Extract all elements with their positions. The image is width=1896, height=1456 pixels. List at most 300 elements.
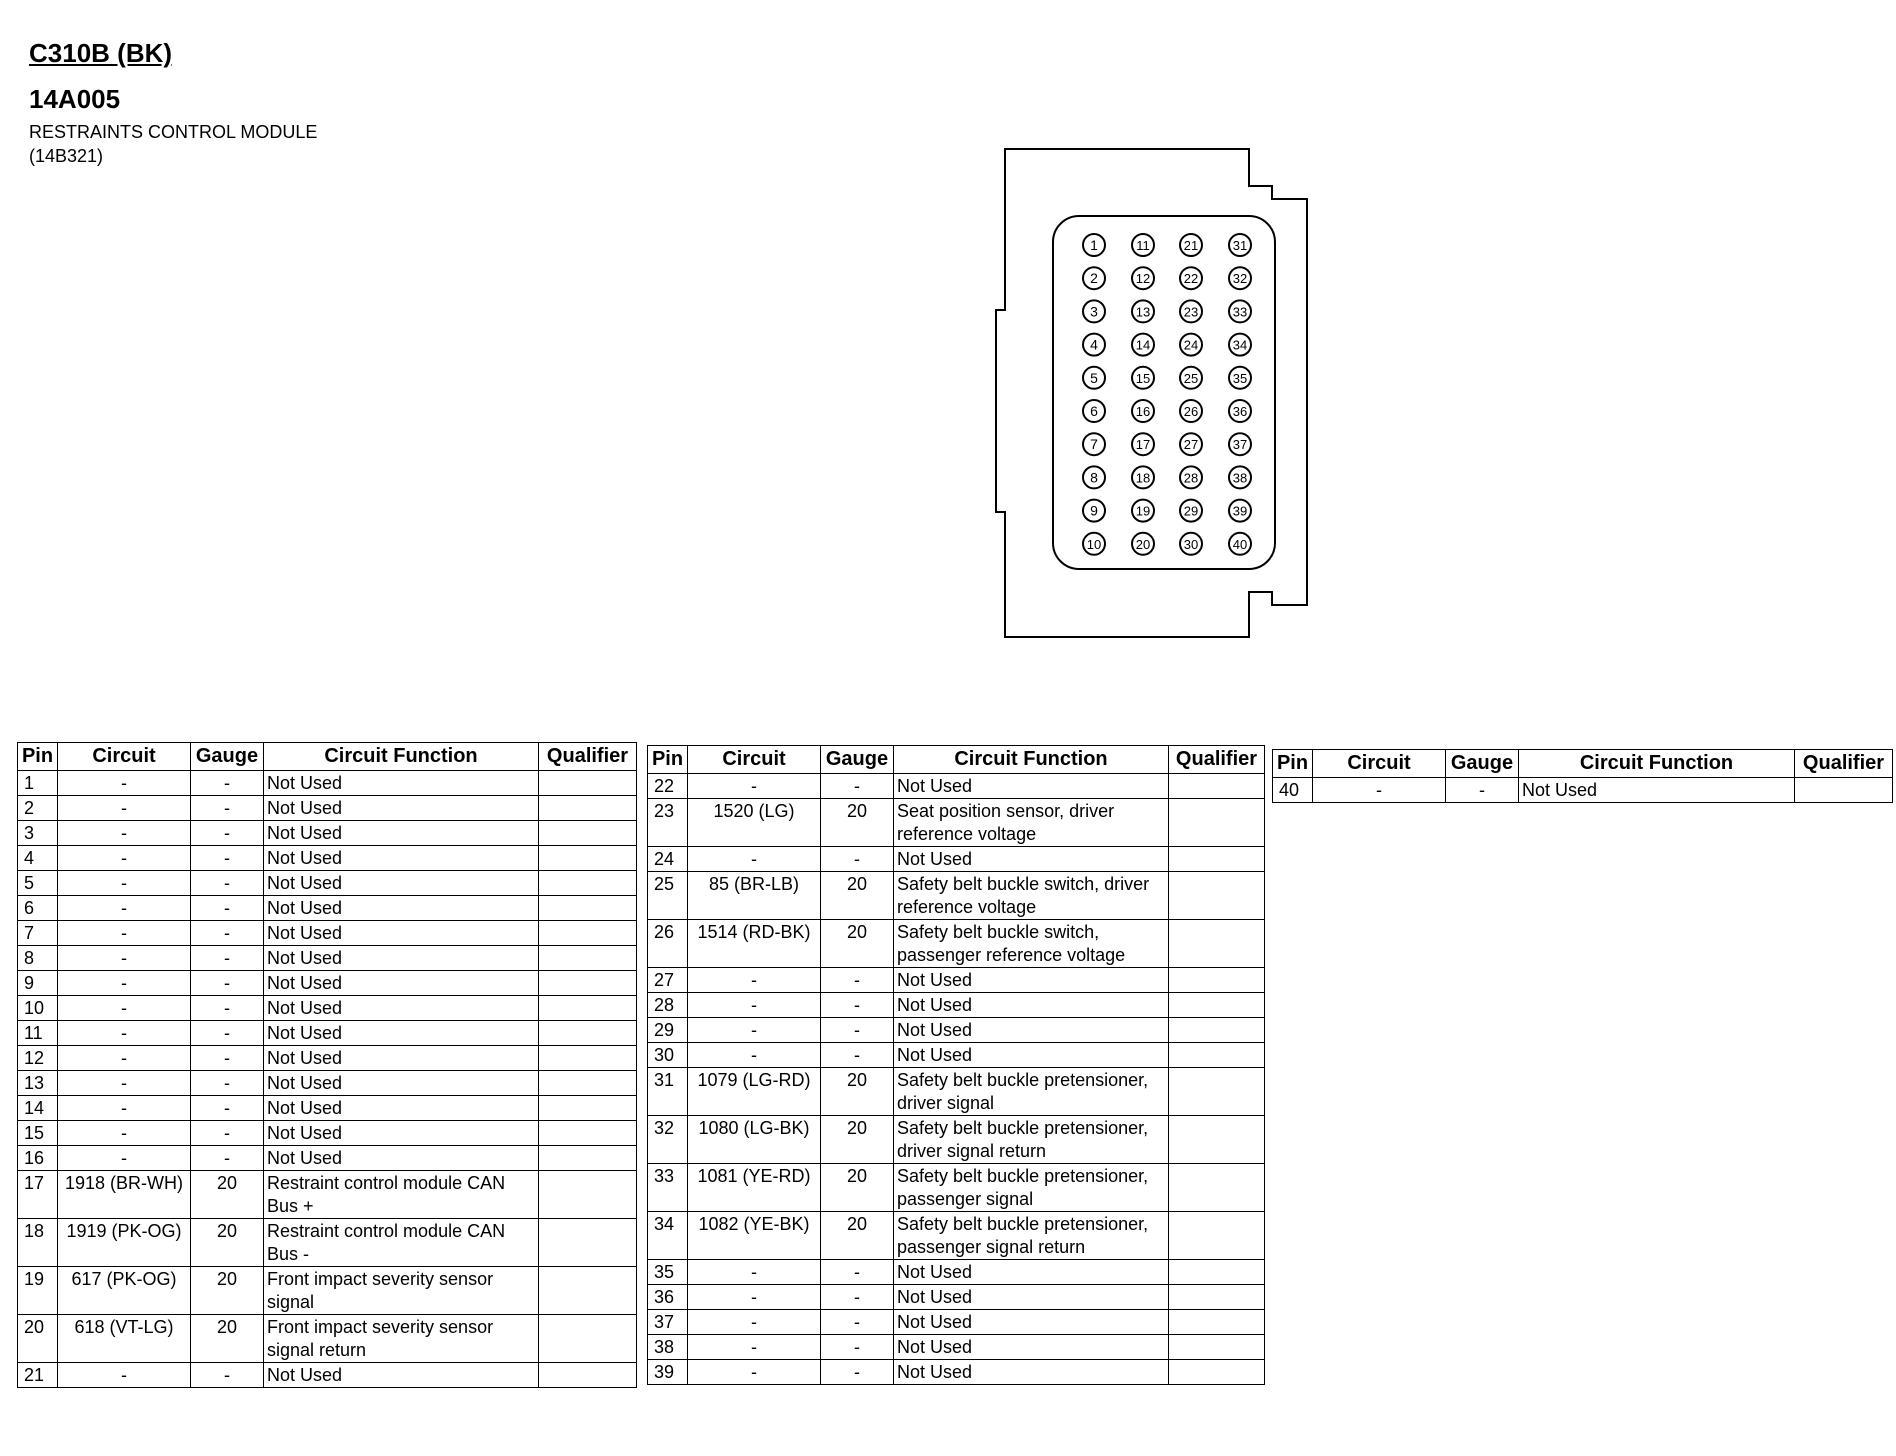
connector-pin-number: 17 — [1135, 437, 1151, 453]
table-header-row — [648, 746, 1265, 774]
connector-title: C310B (BK) — [29, 38, 173, 68]
gauge-cell: - — [821, 1285, 894, 1310]
circuit-cell: - — [1313, 778, 1446, 803]
gauge-cell: - — [821, 847, 894, 872]
circuit-cell: - — [58, 971, 191, 996]
table-row — [648, 968, 1265, 993]
table-row — [18, 821, 637, 846]
circuit-function-cell: Not Used — [264, 896, 539, 921]
qualifier-cell — [539, 996, 637, 1021]
circuit-cell: - — [58, 1021, 191, 1046]
circuit-function-cell: Not Used — [894, 993, 1169, 1018]
qualifier-cell — [1169, 847, 1265, 872]
pin-cell: 9 — [18, 971, 58, 996]
circuit-cell: 1082 (YE-BK) — [688, 1212, 821, 1260]
gauge-cell: 20 — [821, 872, 894, 920]
table-row — [648, 1285, 1265, 1310]
qualifier-cell — [539, 946, 637, 971]
connector-pin-number: 6 — [1090, 403, 1098, 419]
connector-pin-number: 27 — [1183, 437, 1199, 453]
circuit-cell: 617 (PK-OG) — [58, 1267, 191, 1315]
circuit-cell: 1080 (LG-BK) — [688, 1116, 821, 1164]
table-row — [648, 1164, 1265, 1212]
connector-pin-number: 8 — [1090, 469, 1098, 486]
table-row — [18, 921, 637, 946]
connector-pin — [1229, 234, 1251, 256]
pin-cell: 35 — [648, 1260, 688, 1285]
circuit-function-cell: Not Used — [264, 871, 539, 896]
gauge-cell: - — [821, 993, 894, 1018]
pin-cell: 23 — [648, 799, 688, 847]
connector-pin-number: 37 — [1232, 437, 1248, 453]
module-sub-part: (14B321) — [29, 146, 104, 166]
circuit-cell: - — [688, 1043, 821, 1068]
connector-pin — [1132, 433, 1154, 455]
circuit-cell: - — [58, 996, 191, 1021]
circuit-cell: - — [688, 1285, 821, 1310]
connector-pin-number: 36 — [1232, 404, 1248, 419]
gauge-cell: 20 — [821, 1068, 894, 1116]
qualifier-cell — [1169, 799, 1265, 847]
connector-housing — [996, 149, 1307, 637]
circuit-function-cell: Safety belt buckle pretensioner, passenger signal return — [894, 1212, 1169, 1260]
connector-pin-number: 2 — [1090, 270, 1098, 287]
module-name: RESTRAINTS CONTROL MODULE — [29, 122, 318, 142]
circuit-cell: - — [58, 946, 191, 971]
connector-pin — [1229, 466, 1251, 488]
circuit-cell: - — [688, 1360, 821, 1385]
gauge-cell: - — [1446, 778, 1519, 803]
circuit-function-cell: Not Used — [894, 774, 1169, 799]
connector-pin — [1180, 500, 1202, 522]
qualifier-cell — [539, 1219, 637, 1267]
pin-cell: 3 — [18, 821, 58, 846]
circuit-cell: - — [688, 1018, 821, 1043]
connector-pin — [1132, 533, 1154, 555]
pin-cell: 14 — [18, 1096, 58, 1121]
connector-pin — [1229, 400, 1251, 422]
circuit-cell: - — [58, 821, 191, 846]
connector-pin — [1132, 334, 1154, 356]
qualifier-cell — [539, 1071, 637, 1096]
qualifier-cell — [1169, 1285, 1265, 1310]
circuit-cell: - — [58, 771, 191, 796]
connector-pin-number: 32 — [1232, 271, 1248, 287]
connector-pin — [1132, 234, 1154, 256]
table-row — [648, 993, 1265, 1018]
gauge-cell: - — [191, 1046, 264, 1071]
col-header-circuit: Circuit — [58, 743, 191, 771]
connector-pin — [1083, 500, 1105, 522]
connector-pin-number: 30 — [1183, 536, 1199, 552]
connector-pin-number: 25 — [1183, 370, 1199, 386]
table-row — [18, 1267, 637, 1315]
gauge-cell: - — [821, 1018, 894, 1043]
circuit-function-cell: Not Used — [894, 968, 1169, 993]
circuit-cell: - — [688, 1260, 821, 1285]
gauge-cell: - — [821, 1043, 894, 1068]
gauge-cell: - — [821, 1310, 894, 1335]
connector-pin — [1132, 500, 1154, 522]
qualifier-cell — [539, 1315, 637, 1363]
pin-cell: 7 — [18, 921, 58, 946]
table-row — [18, 1096, 637, 1121]
gauge-cell: - — [191, 946, 264, 971]
gauge-cell: 20 — [821, 1212, 894, 1260]
qualifier-cell — [539, 1021, 637, 1046]
col-header-circuit-function: Circuit Function — [894, 746, 1169, 774]
circuit-function-cell: Front impact severity sensor signal — [264, 1267, 539, 1315]
pin-cell: 27 — [648, 968, 688, 993]
connector-pin-number: 15 — [1135, 370, 1151, 386]
table-row — [648, 1018, 1265, 1043]
connector-pin — [1229, 500, 1251, 522]
circuit-cell: - — [688, 968, 821, 993]
connector-pin — [1180, 334, 1202, 356]
circuit-cell: 85 (BR-LB) — [688, 872, 821, 920]
circuit-cell: - — [58, 871, 191, 896]
connector-pin-number: 33 — [1232, 304, 1248, 320]
circuit-cell: 618 (VT-LG) — [58, 1315, 191, 1363]
circuit-function-cell: Not Used — [264, 1021, 539, 1046]
circuit-cell: 1081 (YE-RD) — [688, 1164, 821, 1212]
connector-pin-number: 20 — [1135, 536, 1151, 552]
pin-cell: 16 — [18, 1146, 58, 1171]
col-header-gauge: Gauge — [191, 743, 264, 771]
qualifier-cell — [539, 971, 637, 996]
connector-pin — [1180, 533, 1202, 555]
connector-pin-number: 1 — [1090, 237, 1098, 253]
table-row — [18, 1171, 637, 1219]
connector-pin-number: 5 — [1090, 369, 1098, 386]
circuit-cell: - — [688, 847, 821, 872]
connector-pin — [1083, 433, 1105, 455]
pin-cell: 1 — [18, 771, 58, 796]
qualifier-cell — [539, 1121, 637, 1146]
table-row — [648, 1212, 1265, 1260]
gauge-cell: 20 — [191, 1219, 264, 1267]
connector-pin-number: 19 — [1135, 503, 1151, 519]
table-row — [648, 1068, 1265, 1116]
circuit-function-cell: Front impact severity sensor signal return — [264, 1315, 539, 1363]
connector-pin — [1229, 533, 1251, 555]
qualifier-cell — [539, 1267, 637, 1315]
gauge-cell: 20 — [191, 1267, 264, 1315]
table-header-row — [18, 743, 637, 771]
qualifier-cell — [1169, 1212, 1265, 1260]
circuit-function-cell: Seat position sensor, driver reference voltage — [894, 799, 1169, 847]
circuit-function-cell: Safety belt buckle switch, passenger reference voltage — [894, 920, 1169, 968]
pin-cell: 22 — [648, 774, 688, 799]
connector-pin-number: 3 — [1090, 303, 1098, 320]
table-header-row — [1273, 750, 1893, 778]
qualifier-cell — [539, 1146, 637, 1171]
connector-pin — [1132, 466, 1154, 488]
gauge-cell: - — [191, 1363, 264, 1388]
circuit-function-cell: Not Used — [894, 1335, 1169, 1360]
pin-grid — [1083, 234, 1251, 555]
table-row — [18, 846, 637, 871]
connector-pin — [1180, 400, 1202, 422]
connector-pin — [1180, 300, 1202, 322]
circuit-function-cell: Not Used — [894, 1018, 1169, 1043]
gauge-cell: 20 — [821, 1164, 894, 1212]
connector-pin-number: 13 — [1135, 304, 1151, 320]
table-row — [1273, 778, 1893, 803]
connector-pin-number: 14 — [1135, 337, 1151, 353]
circuit-cell: - — [688, 993, 821, 1018]
pin-cell: 40 — [1273, 778, 1313, 803]
pin-cell: 37 — [648, 1310, 688, 1335]
table-row — [18, 871, 637, 896]
circuit-function-cell: Not Used — [894, 1310, 1169, 1335]
connector-pin — [1229, 267, 1251, 289]
qualifier-cell — [539, 821, 637, 846]
circuit-function-cell: Not Used — [894, 1360, 1169, 1385]
gauge-cell: - — [191, 896, 264, 921]
table-row — [648, 1335, 1265, 1360]
pin-cell: 36 — [648, 1285, 688, 1310]
pin-cell: 38 — [648, 1335, 688, 1360]
qualifier-cell — [539, 896, 637, 921]
qualifier-cell — [539, 1363, 637, 1388]
table-row — [18, 1363, 637, 1388]
pin-cell: 33 — [648, 1164, 688, 1212]
qualifier-cell — [1169, 1260, 1265, 1285]
part-number: 14A005 — [29, 84, 121, 114]
qualifier-cell — [539, 771, 637, 796]
pin-cell: 6 — [18, 896, 58, 921]
gauge-cell: - — [191, 1021, 264, 1046]
connector-pin — [1132, 367, 1154, 389]
table-row — [648, 920, 1265, 968]
table-row — [18, 1046, 637, 1071]
circuit-cell: - — [58, 1096, 191, 1121]
connector-pin-number: 39 — [1232, 503, 1248, 519]
gauge-cell: - — [191, 971, 264, 996]
connector-pin-number: 12 — [1135, 271, 1151, 287]
qualifier-cell — [1169, 993, 1265, 1018]
circuit-function-cell: Safety belt buckle pretensioner, driver signal — [894, 1068, 1169, 1116]
connector-pin — [1132, 300, 1154, 322]
connector-pin-number: 22 — [1183, 271, 1199, 287]
pin-cell: 2 — [18, 796, 58, 821]
circuit-cell: - — [58, 896, 191, 921]
table-row — [648, 1260, 1265, 1285]
connector-pin — [1132, 400, 1154, 422]
table-row — [18, 946, 637, 971]
qualifier-cell — [1169, 872, 1265, 920]
qualifier-cell — [539, 1096, 637, 1121]
connector-pin-number: 10 — [1086, 536, 1102, 552]
qualifier-cell — [539, 871, 637, 896]
table-row — [18, 796, 637, 821]
qualifier-cell — [1169, 1164, 1265, 1212]
pin-cell: 29 — [648, 1018, 688, 1043]
pin-cell: 30 — [648, 1043, 688, 1068]
circuit-function-cell: Not Used — [894, 1043, 1169, 1068]
connector-pin-number: 38 — [1232, 470, 1248, 486]
connector-pin — [1083, 367, 1105, 389]
gauge-cell: - — [821, 968, 894, 993]
circuit-function-cell: Not Used — [264, 1071, 539, 1096]
circuit-function-cell: Not Used — [264, 1121, 539, 1146]
gauge-cell: - — [191, 871, 264, 896]
gauge-cell: - — [821, 1260, 894, 1285]
qualifier-cell — [539, 846, 637, 871]
col-header-pin: Pin — [648, 746, 688, 774]
connector-pin — [1083, 466, 1105, 488]
pin-table-3 — [1272, 749, 1893, 803]
pin-cell: 32 — [648, 1116, 688, 1164]
gauge-cell: 20 — [821, 799, 894, 847]
table-row — [18, 771, 637, 796]
gauge-cell: - — [821, 1335, 894, 1360]
connector-pin-number: 11 — [1136, 238, 1150, 253]
gauge-cell: - — [821, 774, 894, 799]
circuit-function-cell: Safety belt buckle switch, driver reference voltage — [894, 872, 1169, 920]
connector-pin-number: 9 — [1090, 502, 1098, 519]
circuit-cell: - — [688, 1310, 821, 1335]
circuit-cell: - — [58, 1363, 191, 1388]
col-header-qualifier: Qualifier — [1795, 750, 1893, 778]
gauge-cell: 20 — [821, 920, 894, 968]
connector-pin-number: 31 — [1232, 238, 1248, 253]
connector-pin — [1229, 334, 1251, 356]
qualifier-cell — [1169, 1335, 1265, 1360]
qualifier-cell — [539, 921, 637, 946]
circuit-cell: - — [688, 1335, 821, 1360]
connector-pin — [1180, 267, 1202, 289]
pin-cell: 34 — [648, 1212, 688, 1260]
table-row — [648, 1116, 1265, 1164]
qualifier-cell — [539, 796, 637, 821]
table-row — [648, 1310, 1265, 1335]
connector-pin — [1229, 433, 1251, 455]
circuit-function-cell: Not Used — [264, 1363, 539, 1388]
pin-cell: 21 — [18, 1363, 58, 1388]
circuit-function-cell: Not Used — [264, 846, 539, 871]
qualifier-cell — [1169, 920, 1265, 968]
col-header-circuit: Circuit — [688, 746, 821, 774]
connector-pin — [1180, 234, 1202, 256]
pin-cell: 28 — [648, 993, 688, 1018]
connector-pin — [1180, 367, 1202, 389]
pin-table-1 — [17, 742, 637, 1388]
pin-cell: 39 — [648, 1360, 688, 1385]
connector-pin-number: 35 — [1232, 370, 1248, 386]
table-row — [18, 1121, 637, 1146]
circuit-cell: - — [58, 1121, 191, 1146]
circuit-cell: - — [58, 1071, 191, 1096]
circuit-cell: 1919 (PK-OG) — [58, 1219, 191, 1267]
qualifier-cell — [1169, 1068, 1265, 1116]
gauge-cell: - — [191, 846, 264, 871]
gauge-cell: 20 — [821, 1116, 894, 1164]
col-header-qualifier: Qualifier — [1169, 746, 1265, 774]
connector-pin-number: 29 — [1183, 503, 1199, 519]
gauge-cell: - — [191, 996, 264, 1021]
table-row — [18, 1021, 637, 1046]
circuit-function-cell: Not Used — [264, 1146, 539, 1171]
connector-pin — [1083, 334, 1105, 356]
circuit-cell: 1918 (BR-WH) — [58, 1171, 191, 1219]
qualifier-cell — [1169, 1360, 1265, 1385]
circuit-function-cell: Not Used — [1519, 778, 1795, 803]
qualifier-cell — [1795, 778, 1893, 803]
qualifier-cell — [539, 1171, 637, 1219]
table-row — [18, 996, 637, 1021]
circuit-function-cell: Restraint control module CAN Bus + — [264, 1171, 539, 1219]
connector-pin-number: 34 — [1232, 337, 1248, 353]
col-header-qualifier: Qualifier — [539, 743, 637, 771]
connector-pin-number: 16 — [1135, 404, 1151, 419]
connector-pin-number: 28 — [1183, 470, 1199, 486]
circuit-function-cell: Not Used — [894, 847, 1169, 872]
connector-pin — [1083, 234, 1105, 256]
table-row — [648, 774, 1265, 799]
col-header-circuit-function: Circuit Function — [1519, 750, 1795, 778]
connector-pin — [1083, 400, 1105, 422]
table-row — [18, 1219, 637, 1267]
pin-cell: 13 — [18, 1071, 58, 1096]
circuit-function-cell: Not Used — [264, 1046, 539, 1071]
pin-cell: 17 — [18, 1171, 58, 1219]
circuit-cell: - — [58, 846, 191, 871]
connector-face-diagram — [0, 0, 1896, 700]
table-row — [648, 799, 1265, 847]
table-row — [648, 1043, 1265, 1068]
qualifier-cell — [1169, 1043, 1265, 1068]
connector-pin-number: 21 — [1183, 238, 1199, 253]
pin-table-2 — [647, 745, 1265, 1385]
connector-pin-number: 26 — [1183, 404, 1199, 419]
circuit-function-cell: Not Used — [264, 771, 539, 796]
gauge-cell: 20 — [191, 1315, 264, 1363]
circuit-function-cell: Not Used — [264, 996, 539, 1021]
circuit-function-cell: Safety belt buckle pretensioner, driver signal return — [894, 1116, 1169, 1164]
pin-cell: 15 — [18, 1121, 58, 1146]
circuit-function-cell: Not Used — [264, 821, 539, 846]
circuit-cell: 1520 (LG) — [688, 799, 821, 847]
gauge-cell: - — [191, 1121, 264, 1146]
connector-pin — [1180, 433, 1202, 455]
pin-cell: 11 — [18, 1021, 58, 1046]
pin-cell: 10 — [18, 996, 58, 1021]
connector-pin-number: 18 — [1135, 470, 1151, 486]
col-header-circuit-function: Circuit Function — [264, 743, 539, 771]
qualifier-cell — [1169, 1018, 1265, 1043]
gauge-cell: - — [191, 796, 264, 821]
circuit-function-cell: Not Used — [264, 796, 539, 821]
circuit-function-cell: Not Used — [264, 1096, 539, 1121]
col-header-gauge: Gauge — [821, 746, 894, 774]
circuit-cell: - — [58, 1046, 191, 1071]
pin-cell: 26 — [648, 920, 688, 968]
connector-pin-number: 24 — [1183, 337, 1199, 353]
circuit-function-cell: Not Used — [264, 971, 539, 996]
gauge-cell: - — [191, 921, 264, 946]
table-row — [18, 971, 637, 996]
circuit-function-cell: Not Used — [264, 946, 539, 971]
gauge-cell: - — [191, 1071, 264, 1096]
col-header-gauge: Gauge — [1446, 750, 1519, 778]
circuit-function-cell: Safety belt buckle pretensioner, passenger signal — [894, 1164, 1169, 1212]
col-header-pin: Pin — [18, 743, 58, 771]
qualifier-cell — [1169, 968, 1265, 993]
pin-cell: 31 — [648, 1068, 688, 1116]
circuit-function-cell: Not Used — [894, 1260, 1169, 1285]
